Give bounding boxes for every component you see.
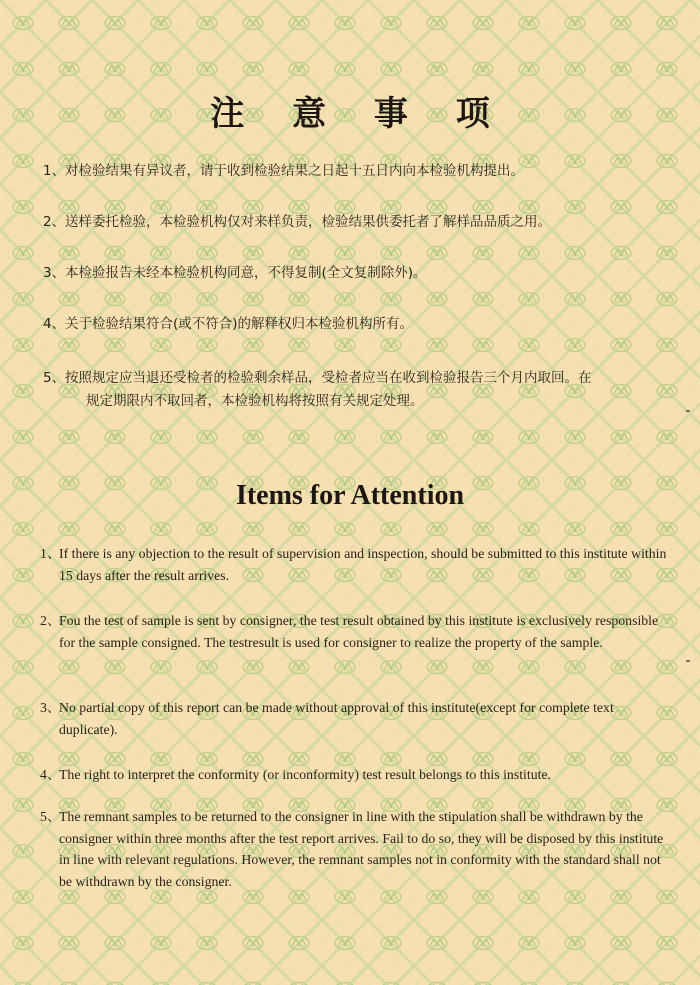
en-item-text: If there is any objection to the result of supervision and inspection, should be submitted to this institute within 15 days after the result arrives.	[59, 546, 667, 583]
en-item-text: The remnant samples to be returned to the consigner in line with the stipulation shall be withdrawn by the consigner within three months after the test report arrives. Fail to do so, they will be disposed by this institute in line with relevant regulations. However, the remnant samples not in conformity with the standard shall not be withdrawn by the consigner.	[59, 809, 664, 889]
en-item-number: 4、	[40, 767, 61, 782]
zh-item-text: 本检验报告未经本检验机构同意，不得复制(全文复制除外)。	[65, 265, 427, 281]
en-item-number: 3、	[40, 700, 61, 715]
chinese-title: 注 意 事 项	[210, 94, 508, 134]
zh-item-continuation: 规定期限内不取回者，本检验机构将按照有关规定处理。	[86, 393, 424, 409]
zh-item-4	[43, 313, 673, 336]
zh-item-number: 5、	[43, 370, 66, 386]
en-item-text: The right to interpret the conformity (or inconformity) test result belongs to this institute.	[59, 767, 551, 782]
zh-item-text: 对检验结果有异议者，请于收到检验结果之日起十五日内向本检验机构提出。	[65, 163, 524, 179]
zh-item-text: 关于检验结果符合(或不符合)的解释权归本检验机构所有。	[65, 316, 414, 332]
en-item-2	[40, 610, 670, 653]
english-title: Items for Attention	[235, 480, 465, 511]
en-item-3	[40, 697, 670, 740]
en-item-number: 2、	[40, 613, 61, 628]
zh-item-number: 4、	[43, 316, 66, 332]
zh-item-number: 2、	[43, 214, 66, 230]
zh-item-2	[43, 211, 673, 234]
zh-item-3	[43, 262, 673, 285]
zh-item-5	[43, 367, 673, 413]
en-item-number: 5、	[40, 809, 61, 824]
zh-item-text: 送样委托检验，本检验机构仅对来样负责，检验结果供委托者了解样品品质之用。	[65, 214, 551, 230]
zh-item-text: 按照规定应当退还受检者的检验剩余样品，受检者应当在收到检验报告三个月内取回。在	[65, 370, 592, 386]
zh-item-number: 1、	[43, 163, 66, 179]
en-item-5	[40, 806, 670, 892]
en-item-1	[40, 543, 670, 586]
zh-item-number: 3、	[43, 265, 66, 281]
zh-item-1	[43, 160, 673, 183]
en-item-text: Fou the test of sample is sent by consigner, the test result obtained by this institute is exclusively responsible for the sample consigned. The testresult is used for consigner to realize the property of the sample.	[59, 613, 659, 650]
en-item-text: No partial copy of this report can be made without approval of this institute(except for complete text duplicate).	[59, 700, 614, 737]
en-item-4	[40, 764, 670, 786]
en-item-number: 1、	[40, 546, 61, 561]
edge-speck	[686, 660, 690, 662]
edge-speck	[686, 410, 690, 412]
